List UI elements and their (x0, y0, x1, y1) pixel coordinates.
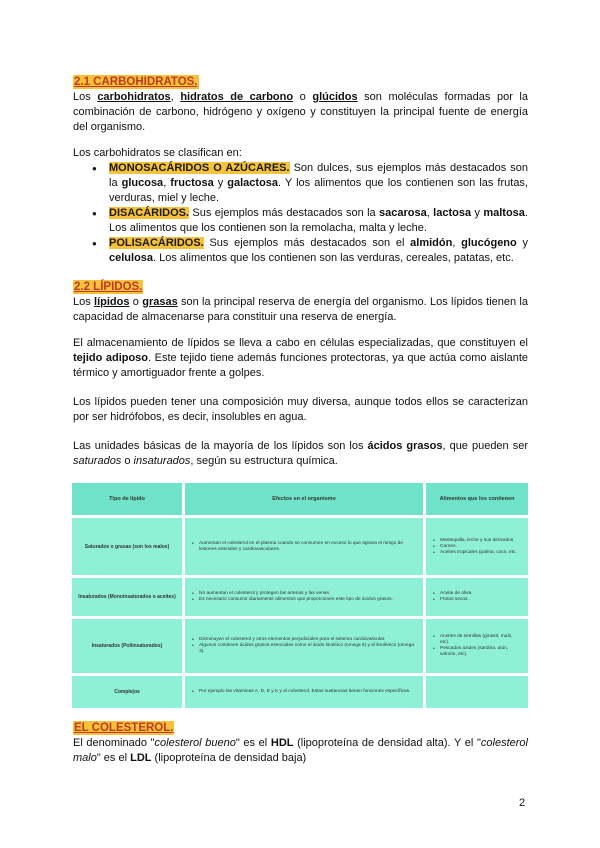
list-item: • Mantequilla, leche y sus derivados. (440, 538, 522, 544)
cell-efectos (185, 578, 423, 616)
table-header-row (72, 483, 528, 515)
cell-efectos (185, 619, 423, 673)
list-item: • Aceites de semillas (girasol, maíz, etc). (440, 634, 522, 646)
list-item: ● DISACÁRIDOS. Sus ejemplos más destacados son la sacarosa, lactosa y maltosa. Los alimentos que los contienen son la remolacha, malta y leche. (109, 206, 528, 236)
carbohidratos-intro: Los carbohidratos, hidratos de carbono o glúcidos son moléculas formadas por la combinación de carbono, hidrógeno y oxígeno y constituyen la principal fuente de energía del organismo. (73, 91, 528, 133)
list-item: • Por ejemplo las vitaminas A, D, E y K y el colesterol. Estas sustancias tienen funciones específicas. (199, 689, 417, 695)
list-item: • Es necesario consumir diariamente alimentos que proporcionen este tipo de ácidos grasos. (199, 597, 417, 603)
list-item: • No aumentan el colesterol y protegen las arterias y las venas. (199, 591, 417, 597)
table-row (72, 578, 528, 616)
cell-efectos (185, 676, 423, 708)
lipidos-heading: 2.2 LÍPIDOS. (74, 281, 143, 293)
cell-alimentos (426, 578, 528, 616)
list-item: • Aceites tropicales (palma, coco, etc. (440, 550, 522, 556)
list-item: • Frutos secos. (440, 597, 522, 603)
cell-tipo: Insaturados (Monoinsaturados o aceites) (72, 578, 182, 616)
lipidos-p1: Los lípidos o grasas son la principal reserva de energía del organismo. Los lípidos tienen la capacidad de almacenarse para constituir una reserva de energía. (73, 296, 528, 323)
table-row (72, 518, 528, 575)
list-item: ● MONOSACÁRIDOS O AZÚCARES. Son dulces, sus ejemplos más destacados son la glucosa, fructosa y galactosa. Y los alimentos que los contienen son las frutas, verduras, miel y leche. (109, 161, 528, 206)
cell-tipo: Complejos (72, 676, 182, 708)
colesterol-heading: EL COLESTEROL. (74, 722, 174, 734)
cell-efectos (185, 518, 423, 575)
list-item: ● POLISACÁRIDOS. Sus ejemplos más destacados son el almidón, glucógeno y celulosa. Los alimentos que los contienen son las verduras, cereales, patatas, etc. (109, 236, 528, 266)
table-row (72, 676, 528, 708)
colesterol-text: El denominado "colesterol bueno" es el HDL (lipoproteína de densidad alta). Y el "colesterol malo" es el LDL (lipoproteína de densidad baja) (73, 737, 528, 764)
cell-alimentos (426, 619, 528, 673)
header-tipo: Tipo de lípido (72, 483, 182, 515)
cell-tipo: Insaturados (Poliinsaturados) (72, 619, 182, 673)
carbohidratos-section (73, 72, 528, 135)
table-row (72, 619, 528, 673)
list-item: • Aceite de oliva. (440, 591, 522, 597)
list-item: • Carnes. (440, 544, 522, 550)
clasificacion-list (73, 161, 528, 266)
lipidos-p2: El almacenamiento de lípidos se lleva a cabo en células especializadas, que constituyen el tejido adiposo. Este tejido tiene además funciones protectoras, ya que actúa como aislante térmico y amortiguador frente a golpes. (73, 337, 528, 379)
header-efectos: Efectos en el organismo (185, 483, 423, 515)
lipidos-section (73, 277, 528, 325)
clasificacion-text: Los carbohidratos se clasifican en: (73, 147, 242, 159)
lipidos-p3: Los lípidos pueden tener una composición muy diversa, aunque todos ellos se caracterizan por ser hidrófobos, es decir, insolubles en agua. (73, 396, 528, 423)
clasificacion (73, 146, 528, 266)
carbohidratos-heading: 2.1 CARBOHIDRATOS. (74, 76, 198, 88)
cell-alimentos (426, 676, 528, 708)
lipidos-table-wrap (73, 480, 528, 711)
header-alimentos: Alimentos que los contienen (426, 483, 528, 515)
lipidos-table (69, 480, 531, 711)
list-item: • Aumentan el colesterol en el plasma cuando se consumen en exceso lo que agrava el riesgo de lesiones arteriales y cardiovasculares. (199, 541, 417, 553)
lipidos-p4: Las unidades básicas de la mayoría de los lípidos son los ácidos grasos, que pueden ser saturados o insaturados, según su estructura química. (73, 440, 528, 467)
list-item: • Pescados azules (sardina, atún, salmón, etc). (440, 646, 522, 658)
page-number: 2 (519, 797, 526, 809)
list-item: • Algunos contienen ácidos grasos esenciales como el ácido linoléico (omega 6) y el linolénico (omega 3). (199, 643, 417, 655)
list-item: • Disminuyen el colesterol y otros elementos perjudiciales para el sistema cardiovascular. (199, 637, 417, 643)
colesterol-section (73, 718, 528, 766)
cell-alimentos (426, 518, 528, 575)
cell-tipo: Saturados o grasas (son los malos) (72, 518, 182, 575)
